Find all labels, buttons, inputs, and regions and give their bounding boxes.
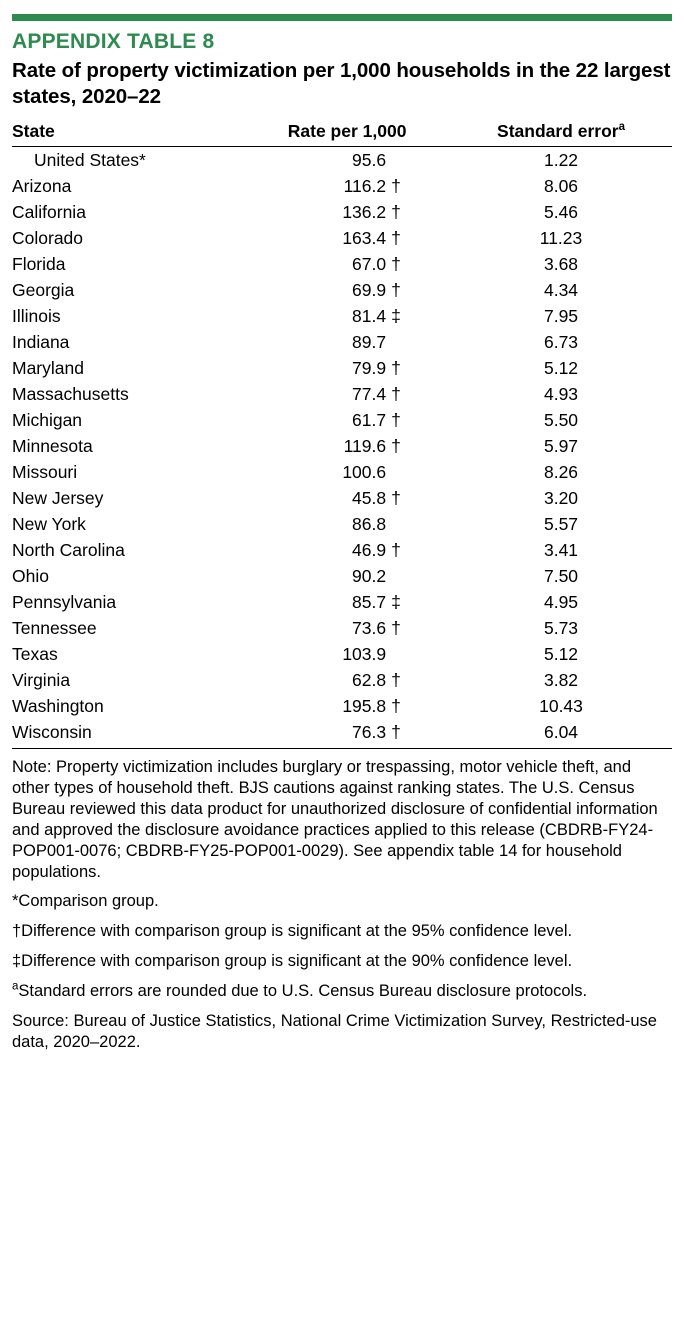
- cell-standard-error: 7.95: [543, 305, 579, 326]
- column-header-se-text: Standard error: [497, 121, 619, 142]
- table-row: [12, 147, 672, 174]
- cell-rate-significance-symbol: †: [391, 539, 401, 560]
- note-dagger: †Difference with comparison group is significant at the 95% confidence level.: [12, 922, 573, 941]
- cell-standard-error: 5.12: [543, 357, 579, 378]
- cell-rate-value: 79.9: [352, 357, 387, 378]
- cell-rate-value: 119.6: [343, 435, 387, 456]
- cell-standard-error: 4.95: [543, 591, 579, 612]
- cell-rate-value: 89.7: [352, 331, 387, 352]
- cell-standard-error: 8.26: [543, 461, 579, 482]
- cell-rate: [244, 693, 450, 719]
- cell-standard-error: 1.22: [543, 149, 579, 170]
- cell-rate-value: 103.9: [342, 643, 387, 664]
- cell-rate-significance-symbol: †: [391, 357, 401, 378]
- table-body: [12, 147, 672, 749]
- column-header-rate: Rate per 1,000: [244, 121, 450, 147]
- footnote-a-marker: a: [12, 980, 19, 993]
- table-notes: [12, 757, 672, 1053]
- cell-rate-value: 195.8: [342, 695, 387, 716]
- cell-rate: [244, 667, 450, 693]
- cell-rate-value: 136.2: [342, 201, 387, 222]
- cell-standard-error: 11.23: [539, 227, 583, 248]
- cell-standard-error: 10.43: [539, 695, 583, 716]
- cell-rate-value: 100.6: [342, 461, 387, 482]
- cell-rate-value: 116.2: [343, 175, 387, 196]
- cell-state: Missouri: [12, 461, 78, 482]
- cell-rate-value: 77.4: [352, 383, 387, 404]
- table-row: [12, 641, 672, 667]
- cell-rate-value: 163.4: [342, 227, 387, 248]
- column-header-state: State: [12, 121, 244, 147]
- cell-rate-significance-symbol: †: [391, 669, 401, 690]
- cell-state: New York: [12, 513, 86, 534]
- cell-state: Georgia: [12, 279, 75, 300]
- table-row: [12, 589, 672, 615]
- table-row: [12, 251, 672, 277]
- cell-standard-error: 3.82: [543, 669, 579, 690]
- cell-state: Indiana: [12, 331, 70, 352]
- victimization-rate-table: [12, 121, 672, 749]
- note-double-dagger: ‡Difference with comparison group is significant at the 90% confidence level.: [12, 952, 573, 971]
- cell-rate: [244, 537, 450, 563]
- cell-rate-value: 90.2: [352, 565, 387, 586]
- cell-rate-significance-symbol: †: [391, 487, 401, 508]
- cell-rate-significance-symbol: †: [391, 695, 401, 716]
- cell-rate-value: 67.0: [352, 253, 387, 274]
- cell-standard-error: 5.46: [543, 201, 579, 222]
- note-source: Source: Bureau of Justice Statistics, National Crime Victimization Survey, Restricted-use data, 2020–2022.: [12, 1012, 657, 1052]
- cell-state: New Jersey: [12, 487, 104, 508]
- cell-state: Ohio: [12, 565, 49, 586]
- cell-rate-significance-symbol: †: [391, 617, 401, 638]
- appendix-table-page: [0, 14, 684, 1338]
- cell-standard-error: 5.97: [543, 435, 579, 456]
- table-row: [12, 225, 672, 251]
- cell-standard-error: 4.93: [543, 383, 579, 404]
- appendix-label: APPENDIX TABLE 8: [12, 30, 215, 53]
- cell-state: Tennessee: [12, 617, 97, 638]
- cell-state: Virginia: [12, 669, 71, 690]
- cell-standard-error: 8.06: [543, 175, 579, 196]
- cell-rate-value: 85.7: [352, 591, 387, 612]
- table-row: [12, 693, 672, 719]
- cell-rate-value: 46.9: [352, 539, 387, 560]
- cell-rate: [244, 407, 450, 433]
- table-row: [12, 537, 672, 563]
- cell-rate-significance-symbol: †: [391, 279, 401, 300]
- cell-state: Colorado: [12, 227, 84, 248]
- table-row: [12, 563, 672, 589]
- cell-standard-error: 5.50: [543, 409, 579, 430]
- cell-rate-significance-symbol: †: [391, 435, 401, 456]
- cell-standard-error: 5.73: [543, 617, 579, 638]
- cell-rate: [244, 589, 450, 615]
- cell-state: Minnesota: [12, 435, 93, 456]
- cell-state: North Carolina: [12, 539, 125, 560]
- table-row: [12, 329, 672, 355]
- cell-rate: [244, 485, 450, 511]
- table-row: [12, 381, 672, 407]
- cell-rate: [244, 355, 450, 381]
- cell-state: Maryland: [12, 357, 84, 378]
- cell-rate-significance-symbol: ‡: [391, 591, 401, 612]
- cell-rate-significance-symbol: †: [391, 721, 401, 742]
- cell-rate: [244, 251, 450, 277]
- table-row: [12, 433, 672, 459]
- table-row: [12, 303, 672, 329]
- cell-rate: [244, 329, 450, 355]
- table-row: [12, 277, 672, 303]
- cell-state: United States*: [34, 149, 146, 170]
- table-row: [12, 407, 672, 433]
- footnote-marker-a: a: [618, 121, 625, 134]
- cell-rate-significance-symbol: ‡: [391, 305, 401, 326]
- table-row: [12, 459, 672, 485]
- table-row: [12, 719, 672, 748]
- table-row: [12, 667, 672, 693]
- cell-standard-error: 3.20: [543, 487, 579, 508]
- cell-standard-error: 3.41: [543, 539, 579, 560]
- table-row: [12, 485, 672, 511]
- cell-rate: [244, 641, 450, 667]
- table-row: [12, 173, 672, 199]
- cell-standard-error: 4.34: [543, 279, 579, 300]
- cell-rate: [244, 225, 450, 251]
- cell-rate-value: 61.7: [352, 409, 387, 430]
- cell-rate: [244, 563, 450, 589]
- cell-rate-significance-symbol: †: [391, 409, 401, 430]
- cell-rate-value: 81.4: [352, 305, 387, 326]
- cell-rate: [244, 199, 450, 225]
- cell-rate: [244, 511, 450, 537]
- note-general: Note: Property victimization includes burglary or trespassing, motor vehicle theft, and other types of household theft. BJS cautions against ranking states. The U.S. Census Bureau reviewed this data product for unauthorized disclosure of confidential information and approved the disclosure avoidance practices applied to this release (CBDRB-FY24-POP001-0076; CBDRB-FY25-POP001-0029). See appendix table 14 for household populations.: [12, 757, 658, 881]
- cell-rate: [244, 459, 450, 485]
- cell-state: Texas: [12, 643, 58, 664]
- cell-rate-significance-symbol: †: [391, 253, 401, 274]
- cell-rate: [244, 173, 450, 199]
- table-row: [12, 355, 672, 381]
- cell-state: Washington: [12, 695, 104, 716]
- cell-standard-error: 3.68: [543, 253, 579, 274]
- cell-state: Illinois: [12, 305, 61, 326]
- cell-rate: [244, 277, 450, 303]
- cell-rate-value: 76.3: [352, 721, 387, 742]
- cell-rate-value: 86.8: [352, 513, 387, 534]
- page-title: Rate of property victimization per 1,000 households in the 22 largest states, 2020–22: [12, 59, 671, 108]
- cell-rate-significance-symbol: †: [391, 383, 401, 404]
- cell-state: Pennsylvania: [12, 591, 117, 612]
- table-row: [12, 199, 672, 225]
- cell-state: Arizona: [12, 175, 72, 196]
- cell-standard-error: 6.73: [543, 331, 579, 352]
- table-header-row: [12, 121, 672, 147]
- cell-rate: [244, 719, 450, 748]
- cell-rate-value: 62.8: [352, 669, 387, 690]
- cell-rate: [244, 381, 450, 407]
- note-footnote-a: [12, 981, 672, 1002]
- footnote-a-text: Standard errors are rounded due to U.S. Census Bureau disclosure protocols.: [18, 982, 588, 1001]
- cell-standard-error: 7.50: [543, 565, 579, 586]
- cell-rate-significance-symbol: †: [391, 227, 401, 248]
- table-row: [12, 615, 672, 641]
- cell-standard-error: 6.04: [450, 719, 672, 748]
- cell-rate-value: 95.6: [352, 149, 387, 170]
- cell-rate: [244, 147, 450, 174]
- table-row: [12, 511, 672, 537]
- cell-rate-value: 69.9: [352, 279, 387, 300]
- top-rule: [12, 14, 672, 21]
- cell-standard-error: 5.57: [543, 513, 579, 534]
- cell-rate-significance-symbol: †: [391, 175, 401, 196]
- cell-state: California: [12, 201, 86, 222]
- cell-standard-error: 5.12: [543, 643, 579, 664]
- cell-rate: [244, 433, 450, 459]
- cell-state: Massachusetts: [12, 383, 129, 404]
- cell-rate-value: 45.8: [352, 487, 387, 508]
- cell-rate-significance-symbol: †: [391, 201, 401, 222]
- note-comparison-group: *Comparison group.: [12, 892, 159, 911]
- cell-rate-value: 73.6: [352, 617, 387, 638]
- column-header-standard-error: [450, 121, 672, 147]
- cell-rate: [244, 615, 450, 641]
- cell-rate: [244, 303, 450, 329]
- cell-state: Florida: [12, 253, 66, 274]
- cell-state: Michigan: [12, 409, 83, 430]
- cell-state: Wisconsin: [12, 719, 244, 748]
